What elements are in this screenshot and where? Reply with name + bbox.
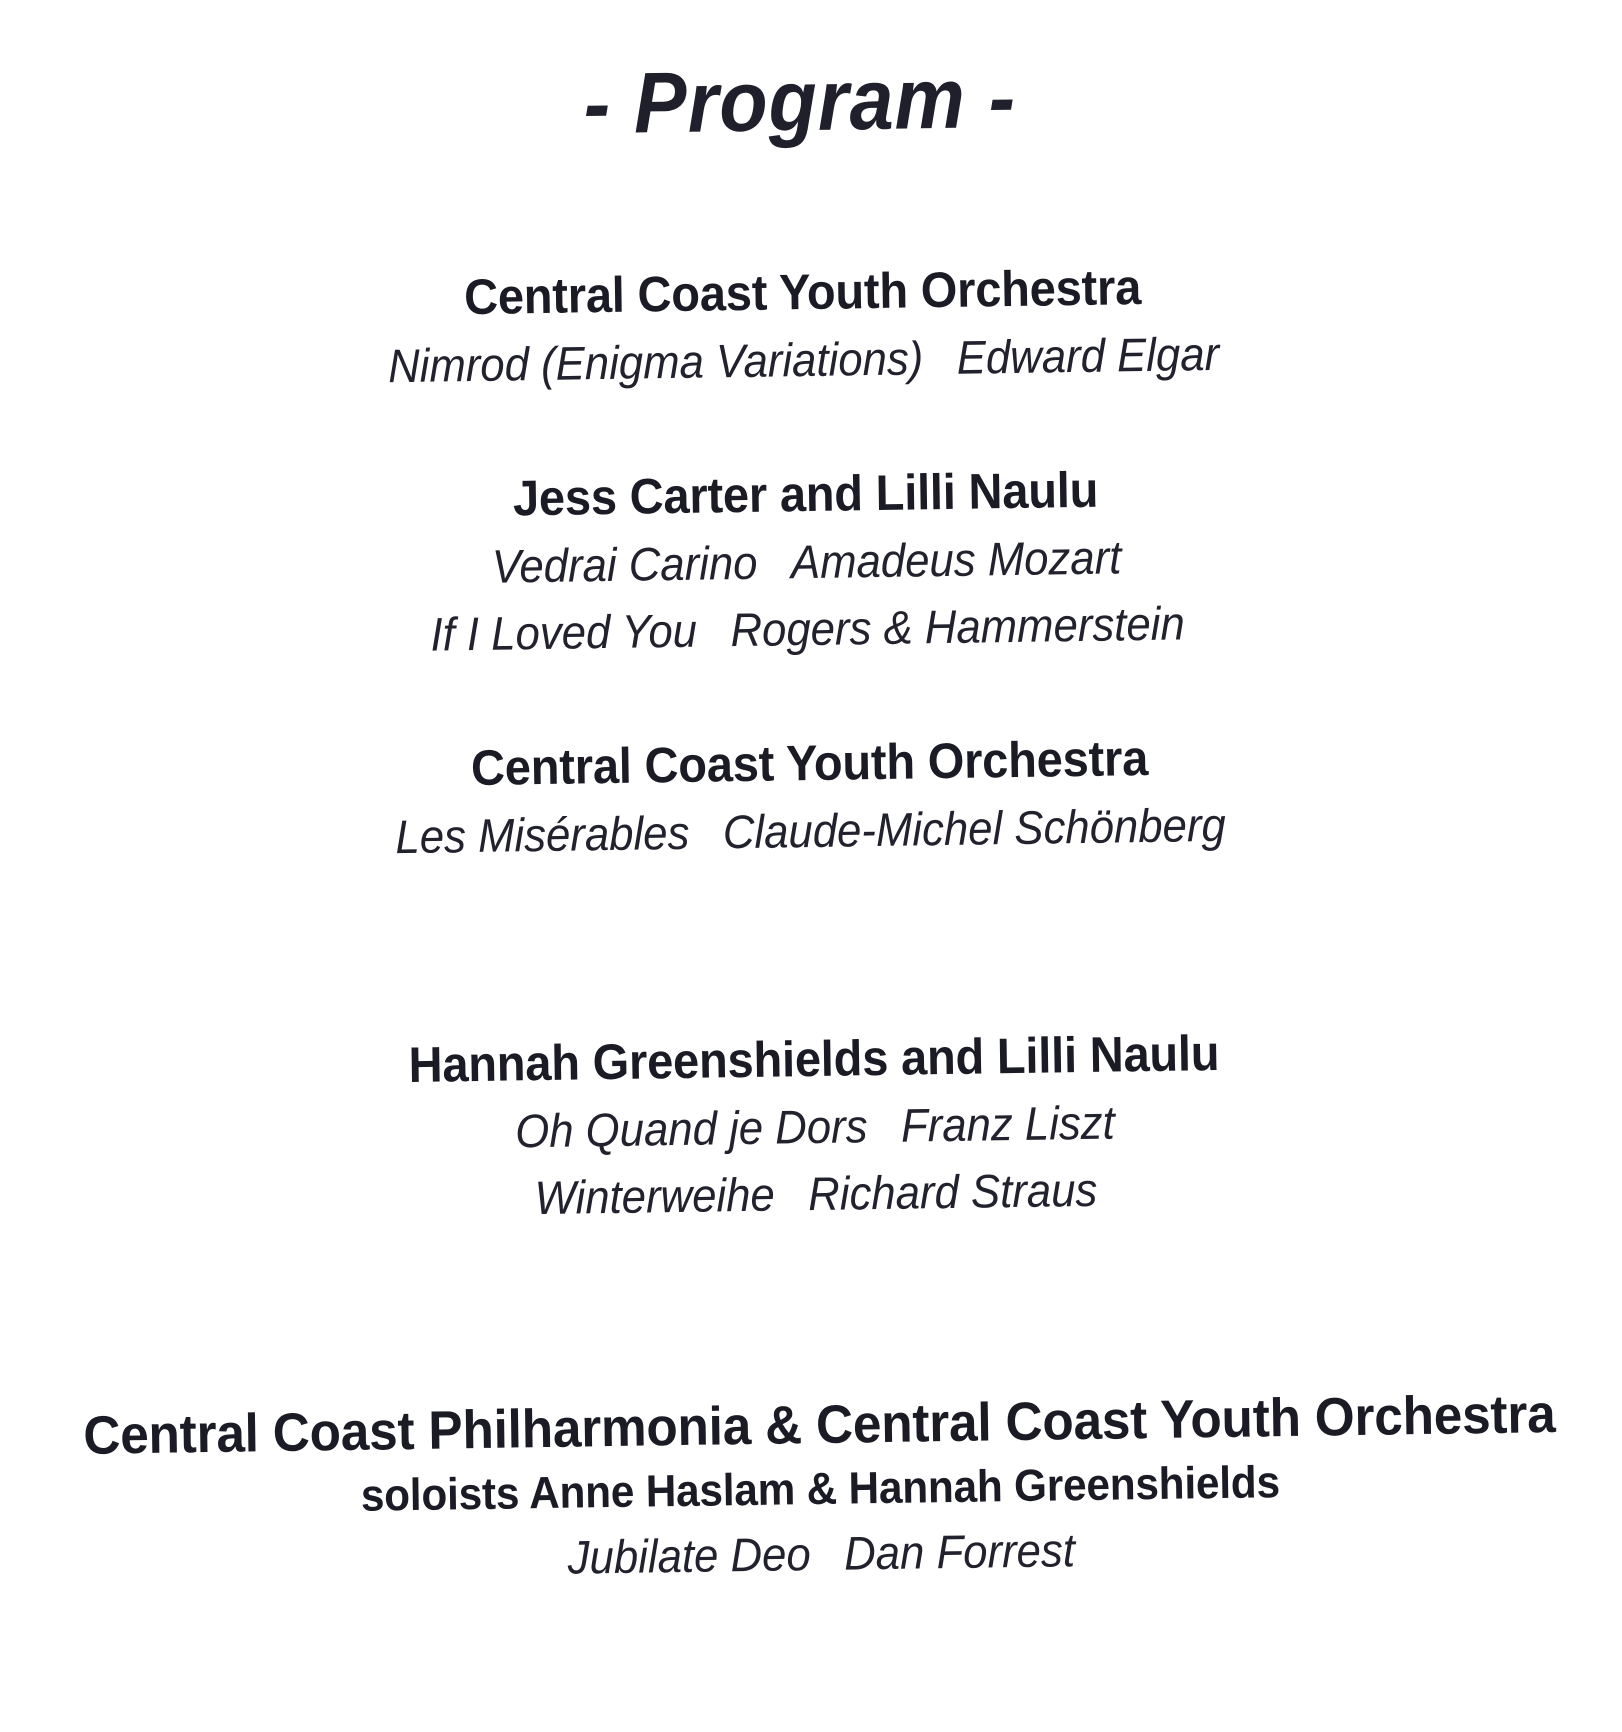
performer-name: Jess Carter and Lilli Naulu [43, 453, 1568, 537]
program-section [0, 452, 1619, 671]
performer-name: Central Coast Youth Orchestra [47, 722, 1572, 806]
piece-title: Nimrod (Enigma Variations) [388, 331, 924, 392]
performer-name: Hannah Greenshields and Lilli Naulu [51, 1018, 1576, 1102]
program-section [3, 1017, 1622, 1236]
page-title: - Program - [53, 41, 1547, 162]
performer-name: Central Coast Philharmonia & Central Coast Youth Orchestra [49, 1381, 1591, 1470]
piece-title: If I Loved You [430, 604, 697, 661]
performer-soloists: soloists Anne Haslam & Hannah Greenshields [58, 1451, 1583, 1529]
piece-title: Jubilate Deo [567, 1527, 811, 1584]
program-section [0, 250, 1615, 402]
piece-composer: Amadeus Mozart [791, 530, 1122, 588]
program-list [0, 250, 1622, 1596]
program-section [8, 1380, 1622, 1596]
piece-composer: Richard Straus [808, 1163, 1098, 1220]
piece-composer: Rogers & Hammerstein [730, 597, 1185, 657]
piece-title: Winterweihe [534, 1168, 775, 1225]
piece-composer: Dan Forrest [844, 1523, 1076, 1579]
performer-name: Central Coast Youth Orchestra [40, 251, 1565, 335]
piece-composer: Franz Liszt [901, 1096, 1116, 1152]
piece-composer: Edward Elgar [956, 327, 1219, 384]
piece-title: Vedrai Carino [491, 536, 757, 593]
piece-title: Oh Quand je Dors [515, 1100, 868, 1158]
program-section [0, 721, 1622, 873]
piece-composer: Claude-Michel Schönberg [722, 798, 1226, 858]
piece-title: Les Misérables [395, 806, 690, 863]
